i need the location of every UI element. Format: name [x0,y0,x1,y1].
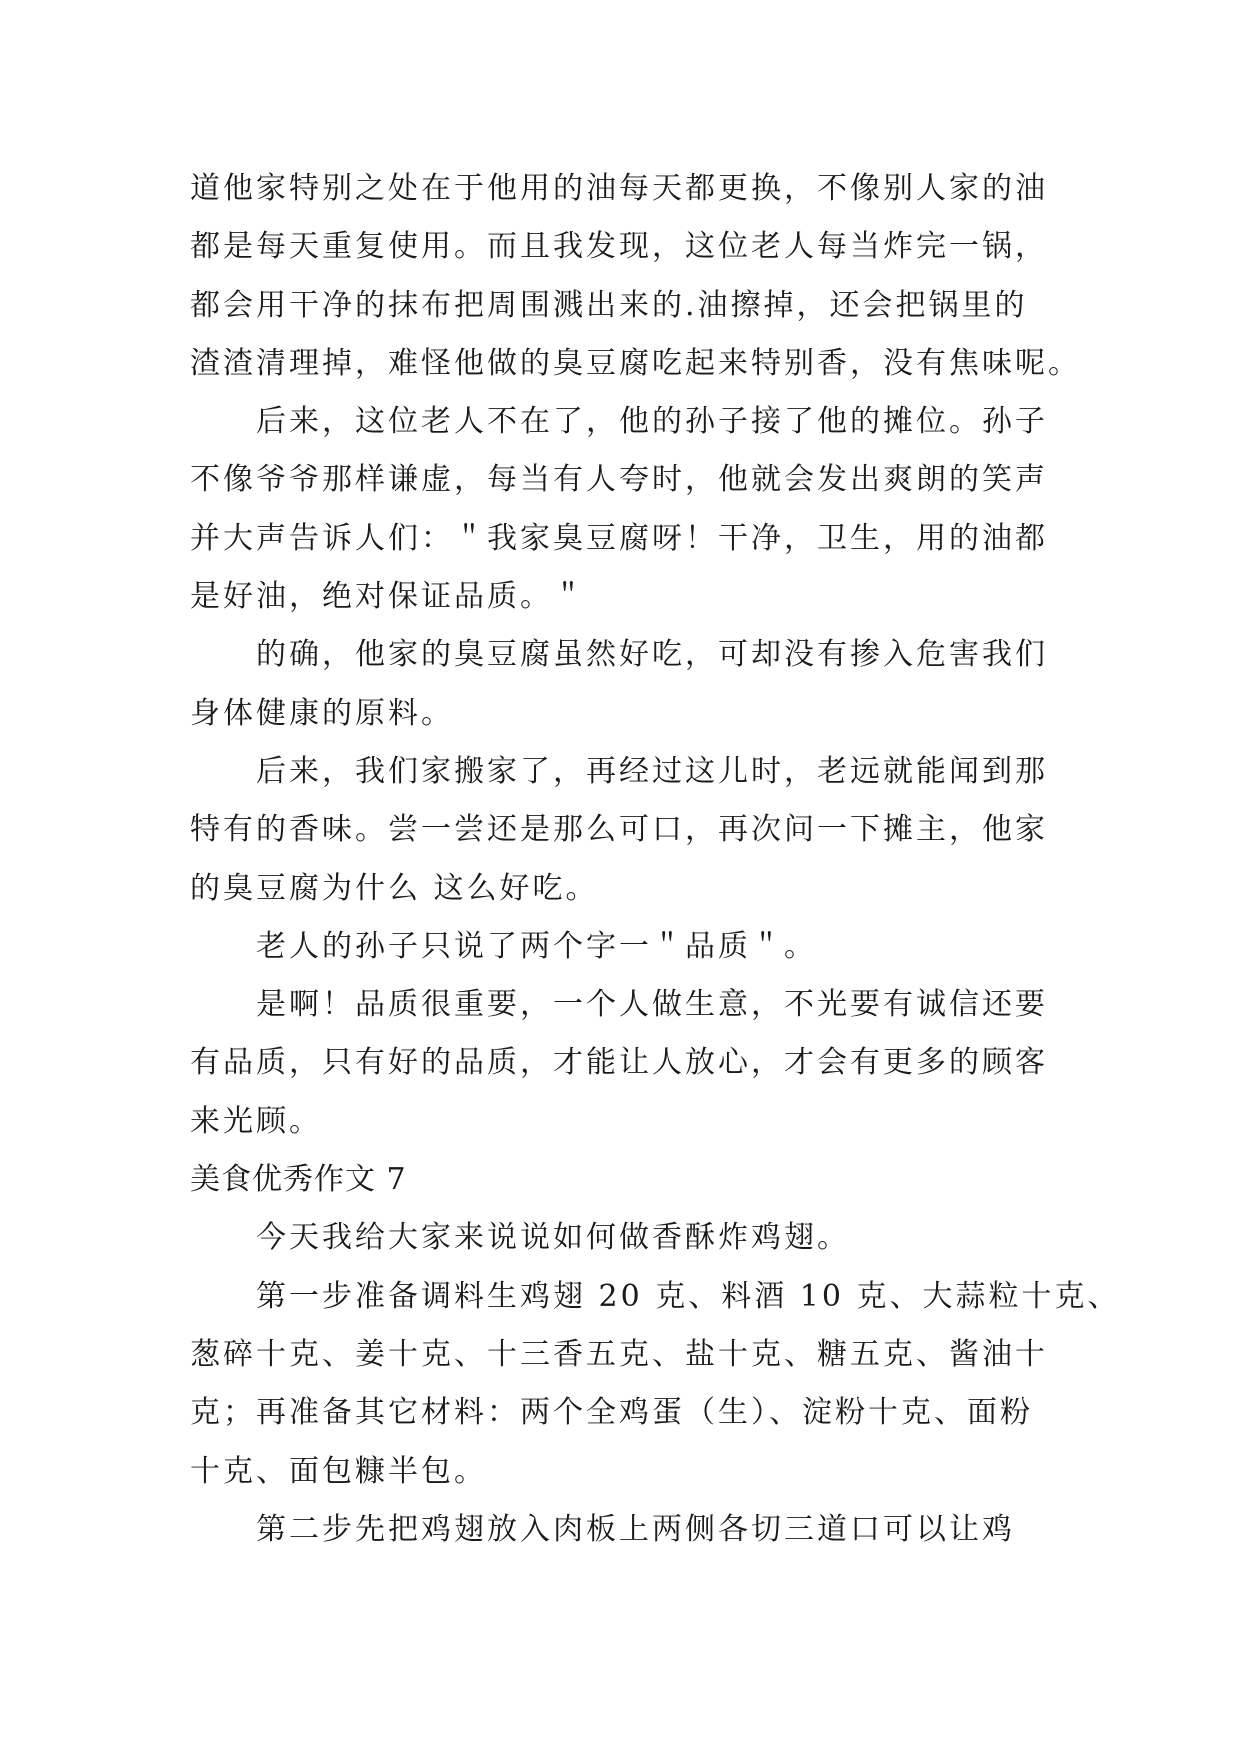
text-line: 都会用干净的抹布把周围溅出来的.油擦掉，还会把锅里的 [190,287,1028,323]
text-line: 后来，我们家搬家了，再经过这儿时，老远就能闻到那 [256,753,1048,789]
text-line: 是啊！品质很重要，一个人做生意，不光要有诚信还要 [256,987,1048,1023]
text-line: 是好油，绝对保证品质。＂ [190,579,586,615]
text-line: 第一步准备调料生鸡翅 20 克、料酒 10 克、大蒜粒十克、 [256,1278,1121,1314]
text-line: 来光顾。 [190,1103,322,1139]
document-page [190,160,1121,1559]
text-line: 渣渣清理掉，难怪他做的臭豆腐吃起来特别香，没有焦味呢。 [190,345,1081,381]
text-line: 今天我给大家来说说如何做香酥炸鸡翅。 [256,1220,850,1256]
text-line: 第二步先把鸡翅放入肉板上两侧各切三道口可以让鸡 [256,1511,1015,1547]
text-line: 身体健康的原料。 [190,695,454,731]
text-line: 的臭豆腐为什么 这么好吃。 [190,870,599,906]
text-line: 葱碎十克、姜十克、十三香五克、盐十克、糖五克、酱油十 [190,1336,1048,1372]
section-heading: 美食优秀作文 7 [190,1162,407,1198]
text-line: 后来，这位老人不在了，他的孙子接了他的摊位。孙子 [256,404,1048,440]
text-line: 并大声告诉人们：＂我家臭豆腐呀！干净，卫生，用的油都 [190,520,1048,556]
text-line: 都是每天重复使用。而且我发现，这位老人每当炸完一锅， [190,229,1048,265]
text-line: 克；再准备其它材料：两个全鸡蛋（生）、淀粉十克、面粉 [190,1395,1033,1431]
text-line: 不像爷爷那样谦虚，每当有人夸时，他就会发出爽朗的笑声 [190,462,1048,498]
text-line: 有品质，只有好的品质，才能让人放心，才会有更多的顾客 [190,1045,1048,1081]
text-line: 特有的香味。尝一尝还是那么可口，再次问一下摊主，他家 [190,812,1048,848]
text-line: 的确，他家的臭豆腐虽然好吃，可却没有掺入危害我们 [256,637,1048,673]
text-line: 道他家特别之处在于他用的油每天都更换，不像别人家的油 [190,171,1048,206]
text-line: 十克、面包糠半包。 [190,1453,487,1489]
text-line: 老人的孙子只说了两个字一＂品质＂。 [256,928,817,964]
